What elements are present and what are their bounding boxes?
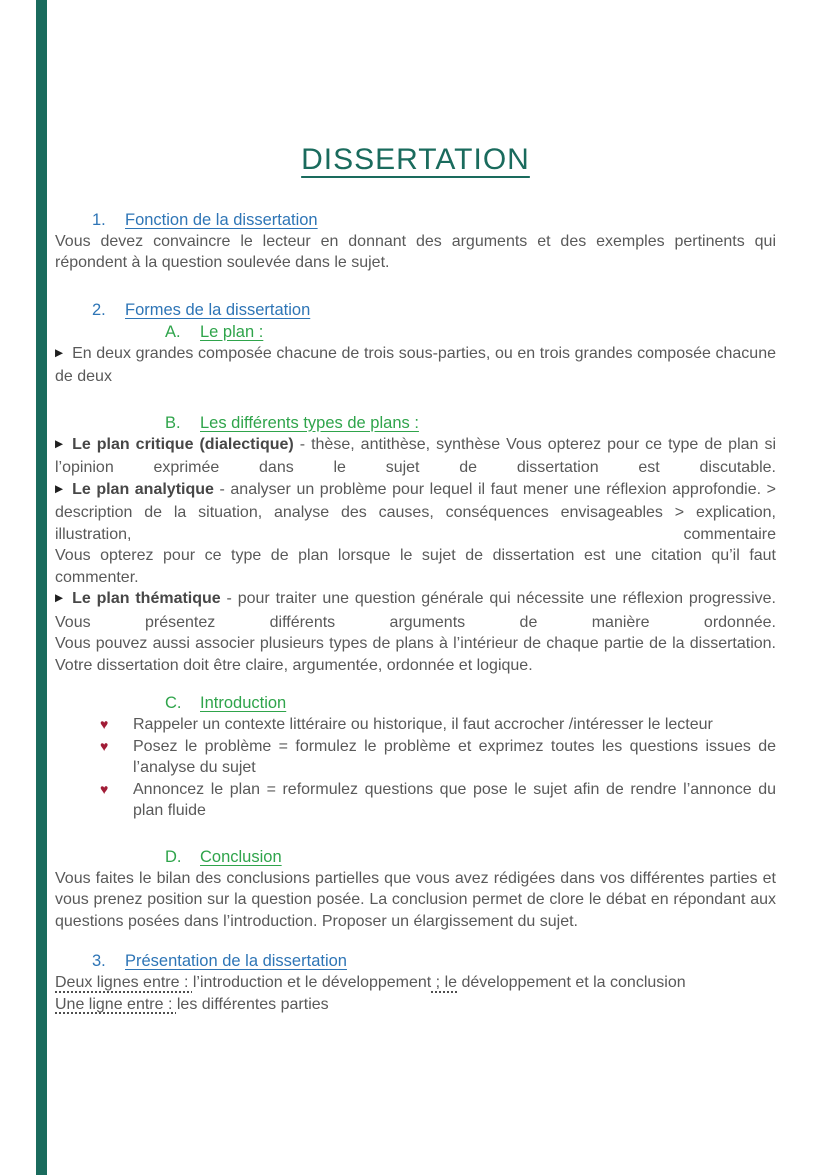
heading-label: Fonction de la dissertation bbox=[125, 210, 318, 229]
section-3-heading bbox=[92, 950, 776, 972]
arrow-bullet-icon: ▶ bbox=[55, 482, 64, 495]
plan-overview-bullet bbox=[55, 343, 776, 388]
plan-thematique-title: Le plan thématique bbox=[72, 590, 221, 607]
arrow-bullet-icon: ▶ bbox=[55, 346, 64, 359]
introduction-bullet-item bbox=[100, 736, 776, 779]
subsection-b-heading bbox=[165, 412, 776, 434]
plan-analytique-paragraph bbox=[55, 479, 776, 546]
introduction-bullet-item bbox=[100, 714, 776, 736]
document-title-wrap bbox=[55, 0, 776, 176]
heading-number: 1. bbox=[92, 210, 106, 229]
arrow-bullet-icon: ▶ bbox=[55, 592, 64, 604]
plan-thematique-line2: Vous pouvez aussi associer plusieurs types de plans à l’intérieur de chaque partie de la dissertation. bbox=[55, 635, 776, 652]
heading-label: Conclusion bbox=[200, 847, 282, 866]
heading-number: A. bbox=[165, 322, 181, 341]
plan-critique-paragraph bbox=[55, 434, 776, 479]
introduction-bullet-item bbox=[100, 779, 776, 822]
spacing-rule-lead: Une ligne entre : bbox=[55, 995, 177, 1013]
heart-bullet-icon: ♥ bbox=[100, 716, 109, 732]
plan-thematique-line3: Votre dissertation doit être claire, argumentée, ordonnée et logique. bbox=[55, 656, 533, 674]
spacing-rule-lead: Deux lignes entre : bbox=[55, 974, 193, 991]
bullet-text: Annoncez le plan = reformulez questions que pose le sujet afin de rendre l’annonce du plan fluide bbox=[133, 780, 776, 819]
introduction-bullet-list bbox=[100, 714, 776, 822]
conclusion-paragraph: Vous faites le bilan des conclusions partielles que vous avez rédigées dans vos différentes parties et vous prenez position sur la question posée. La conclusion permet de clore le débat en répondant aux questions posées dans l’introduction. Proposer un élargissement du sujet. bbox=[55, 869, 776, 930]
bullet-text: Rappeler un contexte littéraire ou historique, il faut accrocher /intéresser le lecteur bbox=[133, 716, 713, 733]
spacing-rule-dotted-segment: ; le bbox=[431, 974, 458, 991]
spacing-rule-two-lines bbox=[55, 972, 776, 994]
spacing-rule-text: développement et la conclusion bbox=[457, 974, 686, 991]
heading-number: 2. bbox=[92, 300, 106, 319]
spacing-rule-text: l’introduction et le développement bbox=[192, 974, 432, 991]
document-content bbox=[55, 0, 776, 1015]
heart-bullet-icon: ♥ bbox=[100, 737, 109, 754]
heart-bullet-icon: ♥ bbox=[100, 780, 109, 797]
spacing-rule-text: les différentes parties bbox=[176, 995, 329, 1013]
plan-thematique-paragraph bbox=[55, 588, 776, 633]
subsection-a-heading bbox=[165, 321, 776, 343]
accent-bar bbox=[36, 0, 47, 1175]
bullet-text: Posez le problème = formulez le problème et exprimez toutes les questions issues de l’analyse du sujet bbox=[133, 737, 776, 776]
plan-analytique-text: - analyser un problème pour lequel il faut mener une réflexion approfondie. > description de la situation, analyse des causes, conséquences envisageables > explication, illustration, commentaire bbox=[55, 480, 776, 543]
heading-number: D. bbox=[165, 847, 182, 866]
heading-label: Le plan : bbox=[200, 322, 264, 341]
heading-number: 3. bbox=[92, 952, 106, 970]
section-2-heading bbox=[92, 299, 776, 321]
bullet-text: En deux grandes composée chacune de trois sous-parties, ou en trois grandes composée chacune de deux bbox=[55, 344, 776, 385]
heading-label: Introduction bbox=[200, 694, 287, 712]
spacing-rule-one-line bbox=[55, 994, 776, 1016]
plan-critique-title: Le plan critique (dialectique) bbox=[72, 435, 294, 453]
heading-label: Formes de la dissertation bbox=[125, 300, 311, 319]
heading-label: Présentation de la dissertation bbox=[125, 952, 347, 970]
heading-number: C. bbox=[165, 694, 182, 712]
plan-thematique-text: - pour traiter une question générale qui nécessite une réflexion progressive. Vous présentez différents arguments de manière ordonnée. bbox=[55, 590, 777, 631]
heading-number: B. bbox=[165, 413, 181, 432]
section-1-paragraph: Vous devez convaincre le lecteur en donnant des arguments et des exemples pertinents qui répondent à la question soulevée dans le sujet. bbox=[55, 232, 776, 271]
subsection-c-heading bbox=[165, 692, 776, 714]
subsection-d-heading bbox=[165, 846, 776, 868]
heading-label: Les différents types de plans : bbox=[200, 413, 419, 432]
arrow-bullet-icon: ▶ bbox=[55, 437, 64, 450]
document-title: DISSERTATION bbox=[301, 143, 530, 176]
plan-analytique-title: Le plan analytique bbox=[72, 480, 214, 498]
section-1-heading bbox=[92, 209, 776, 231]
plan-critique-text: - thèse, antithèse, synthèse Vous opterez pour ce type de plan si l’opinion exprimée dans le sujet de dissertation est discutable. bbox=[55, 435, 776, 476]
plan-analytique-line2: Vous opterez pour ce type de plan lorsque le sujet de dissertation est une citation qu’il faut commenter. bbox=[55, 547, 776, 586]
